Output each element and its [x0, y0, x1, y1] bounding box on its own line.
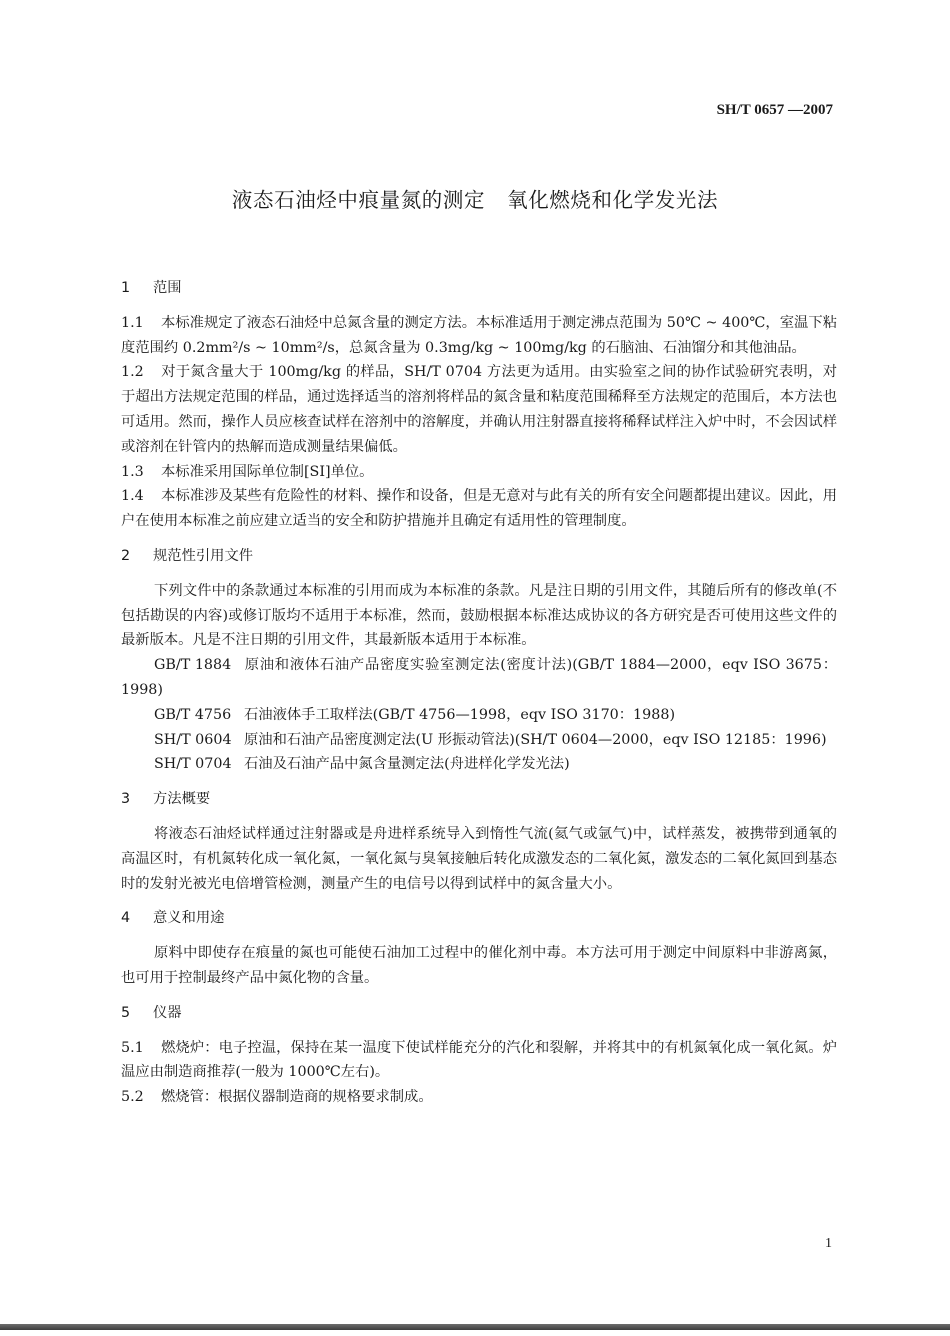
section-heading-5: 5 仪器: [121, 1004, 182, 1021]
clause-1-3: 1.3 本标准采用国际单位制[SI]单位。: [121, 463, 374, 480]
reference-item: SH/T 0604 原油和石油产品密度测定法(U 形振动管法)(SH/T 0604—2000，eqv ISO 12185：1996): [154, 731, 827, 748]
reference-item: SH/T 0704 石油及石油产品中氮含量测定法(舟进样化学发光法): [154, 756, 570, 773]
standard-code: SH/T 0657 —2007: [716, 102, 833, 118]
section-heading-1: 1 范围: [121, 280, 182, 296]
section-heading-2: 2 规范性引用文件: [121, 547, 254, 564]
section-heading-4: 4 意义和用途: [121, 910, 225, 927]
reference-item: GB/T 1884 原油和液体石油产品密度实验室测定法(密度计法)(GB/T 1884—2000，eqv ISO 3675：1998): [121, 657, 837, 698]
scan-edge-divider: [0, 1324, 950, 1330]
clause-1-2: 1.2 对于氮含量大于 100mg/kg 的样品，SH/T 0704 方法更为适用。由实验室之间的协作试验研究表明，对于超出方法规定范围的样品，通过选择适当的溶剂将样品的氮含量和粘度范围稀释至方法规定的范围后，本方法也可适用。然而，操作人员应核查试样在溶剂中的溶解度，并确认用注射器直接将稀释试样注入炉中时，不会因试样或溶剂在针管内的热解而造成测量结果偏低。: [121, 364, 837, 455]
clause-5-1: 5.1 燃烧炉：电子控温，保持在某一温度下使试样能充分的汽化和裂解，并将其中的有机氮氧化成一氧化氮。炉温应由制造商推荐(一般为 1000℃左右)。: [121, 1039, 837, 1081]
page-number: 1: [825, 1236, 832, 1251]
clause-1-4: 1.4 本标准涉及某些有危险性的材料、操作和设备，但是无意对与此有关的所有安全问题都提出建议。因此，用户在使用本标准之前应建立适当的安全和防护措施并且确定有适用性的管理制度。: [121, 488, 837, 530]
title-sub: 氧化燃烧和化学发光法: [507, 188, 719, 212]
title-main: 液态石油烃中痕量氮的测定: [231, 188, 486, 212]
document-body: [121, 276, 837, 1110]
reference-item: GB/T 4756 石油液体手工取样法(GB/T 4756—1998，eqv ISO 3170：1988): [154, 706, 676, 723]
clause-1-1: 1.1 本标准规定了液态石油烃中总氮含量的测定方法。本标准适用于测定沸点范围为 50℃ ~ 400℃，室温下粘度范围约 0.2mm²/s ~ 10mm²/s，总氮含量为 0.3mg/kg ~ 100mg/kg 的石脑油、石油馏分和其他油品。: [121, 314, 837, 356]
section-3-text: 将液态石油烃试样通过注射器或是舟进样系统导入到惰性气流(氦气或氩气)中，试样蒸发，被携带到通氧的高温区时，有机氮转化成一氧化氮，一氧化氮与臭氧接触后转化成激发态的二氧化氮，激发态的二氧化氮回到基态时的发射光被光电倍增管检测，测量产生的电信号以得到试样中的氮含量大小。: [121, 825, 837, 892]
document-title: [0, 183, 950, 213]
section-2-intro: 下列文件中的条款通过本标准的引用而成为本标准的条款。凡是注日期的引用文件，其随后所有的修改单(不包括勘误的内容)或修订版均不适用于本标准，然而，鼓励根据本标准达成协议的各方研究是否可使用这些文件的最新版本。凡是不注日期的引用文件，其最新版本适用于本标准。: [121, 582, 837, 649]
section-4-text: 原料中即使存在痕量的氮也可能使石油加工过程中的催化剂中毒。本方法可用于测定中间原料中非游离氮，也可用于控制最终产品中氮化物的含量。: [121, 945, 837, 986]
section-heading-3: 3 方法概要: [121, 791, 211, 808]
clause-5-2: 5.2 燃烧管：根据仪器制造商的规格要求制成。: [121, 1089, 433, 1106]
